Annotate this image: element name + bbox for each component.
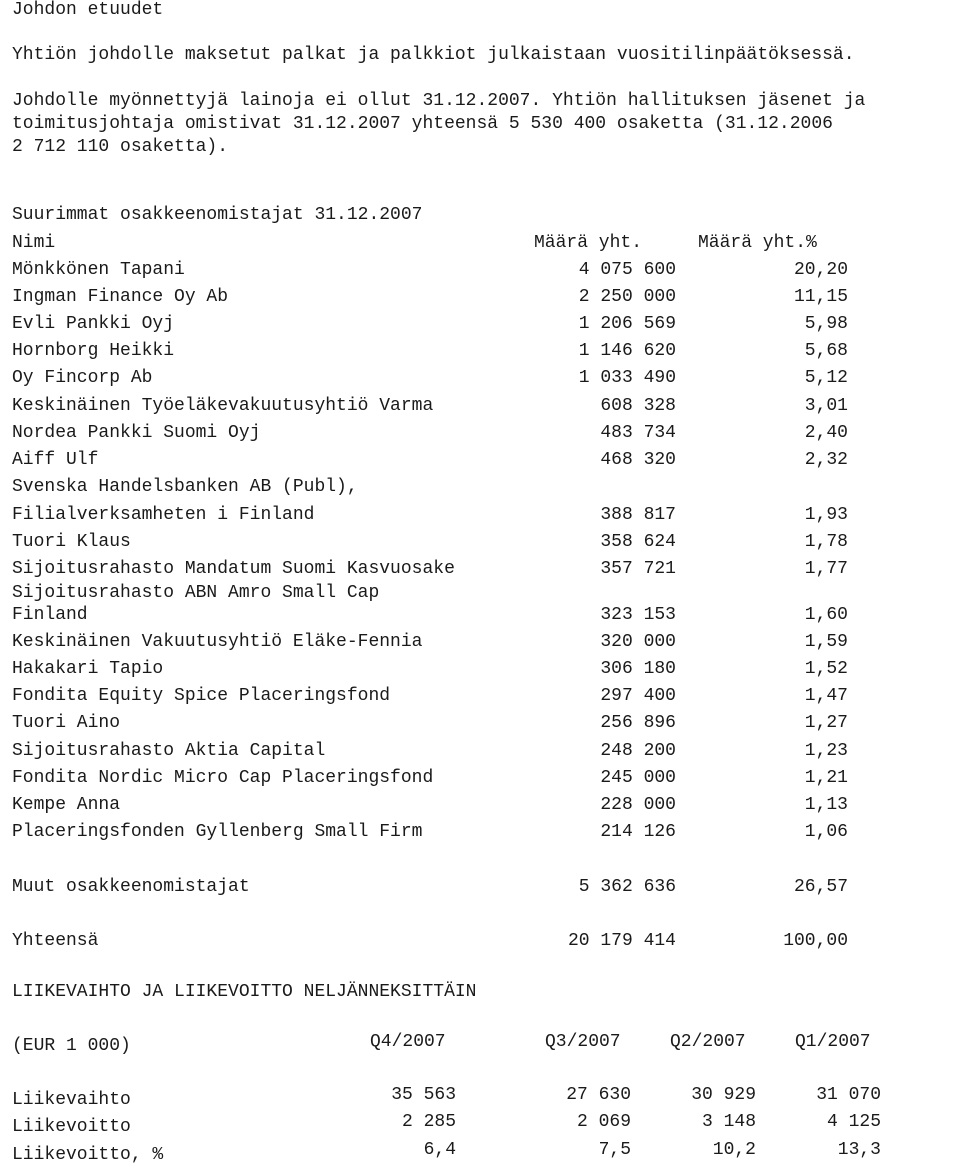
loans-paragraph-line: toimitusjohtaja omistivat 31.12.2007 yhteensä 5 530 400 osaketta (31.12.2006 <box>12 114 833 134</box>
shareholder-name: Evli Pankki Oyj <box>12 314 175 334</box>
quarterly-value: 35 563 <box>391 1085 456 1105</box>
column-header-name: Nimi <box>12 233 56 253</box>
shareholder-percent: 5,68 <box>804 341 848 361</box>
shareholder-amount: 357 721 <box>600 559 676 579</box>
total-name: Yhteensä <box>12 931 99 951</box>
shareholder-percent: 1,21 <box>804 768 848 788</box>
shareholder-percent: 1,23 <box>804 741 848 761</box>
shareholder-percent: 5,12 <box>804 368 848 388</box>
quarterly-value: 13,3 <box>837 1140 881 1160</box>
shareholder-name: Oy Fincorp Ab <box>12 368 153 388</box>
shareholder-percent: 3,01 <box>804 396 848 416</box>
quarterly-value: 27 630 <box>566 1085 631 1105</box>
shareholders-title: Suurimmat osakkeenomistajat 31.12.2007 <box>12 205 423 225</box>
shareholder-name: Keskinäinen Vakuutusyhtiö Eläke-Fennia <box>12 632 423 652</box>
column-header-percent: Määrä yht.% <box>698 233 817 253</box>
shareholder-name: Hornborg Heikki <box>12 341 175 361</box>
shareholder-percent: 20,20 <box>793 260 848 280</box>
shareholder-name: Tuori Klaus <box>12 532 131 552</box>
shareholder-percent: 11,15 <box>793 287 848 307</box>
quarterly-unit: (EUR 1 000) <box>12 1036 131 1056</box>
quarter-header: Q2/2007 <box>670 1032 746 1052</box>
total-amount: 20 179 414 <box>567 931 676 951</box>
shareholder-name: Kempe Anna <box>12 795 121 815</box>
shareholder-name: Sijoitusrahasto Mandatum Suomi Kasvuosake <box>12 559 455 579</box>
shareholder-percent: 2,40 <box>804 423 848 443</box>
shareholder-percent: 1,52 <box>804 659 848 679</box>
quarterly-value: 31 070 <box>816 1085 881 1105</box>
shareholder-amount: 2 250 000 <box>578 287 676 307</box>
shareholder-amount: 320 000 <box>600 632 676 652</box>
shareholder-name: Fondita Equity Spice Placeringsfond <box>12 686 391 706</box>
shareholder-percent: 1,27 <box>804 713 848 733</box>
quarterly-value: 7,5 <box>598 1140 631 1160</box>
shareholder-name: Placeringsfonden Gyllenberg Small Firm <box>12 822 423 842</box>
shareholder-name: Nordea Pankki Suomi Oyj <box>12 423 261 443</box>
shareholder-name: Svenska Handelsbanken AB (Publ), <box>12 477 358 497</box>
shareholder-percent: 1,78 <box>804 532 848 552</box>
shareholder-name: Aiff Ulf <box>12 450 99 470</box>
others-percent: 26,57 <box>793 877 848 897</box>
quarterly-value: 10,2 <box>712 1140 756 1160</box>
shareholder-amount: 323 153 <box>600 605 676 625</box>
shareholder-name: Mönkkönen Tapani <box>12 260 185 280</box>
others-amount: 5 362 636 <box>578 877 676 897</box>
loans-paragraph-line: Johdolle myönnettyjä lainoja ei ollut 31.12.2007. Yhtiön hallituksen jäsenet ja <box>12 91 866 111</box>
shareholder-amount: 1 146 620 <box>578 341 676 361</box>
shareholder-percent: 1,13 <box>804 795 848 815</box>
shareholder-name: Keskinäinen Työeläkevakuutusyhtiö Varma <box>12 396 434 416</box>
shareholder-percent: 2,32 <box>804 450 848 470</box>
total-percent: 100,00 <box>783 931 848 951</box>
shareholder-name: Ingman Finance Oy Ab <box>12 287 229 307</box>
quarterly-value: 2 285 <box>401 1112 456 1132</box>
shareholder-name: Sijoitusrahasto ABN Amro Small Cap <box>12 583 380 603</box>
quarter-header: Q1/2007 <box>795 1032 871 1052</box>
loans-paragraph-line: 2 712 110 osaketta). <box>12 137 229 157</box>
shareholder-amount: 297 400 <box>600 686 676 706</box>
section-heading: Johdon etuudet <box>12 0 164 20</box>
shareholder-amount: 256 896 <box>600 713 676 733</box>
shareholder-amount: 1 206 569 <box>578 314 676 334</box>
shareholder-percent: 1,59 <box>804 632 848 652</box>
shareholder-amount: 608 328 <box>600 396 676 416</box>
quarterly-title: LIIKEVAIHTO JA LIIKEVOITTO NELJÄNNEKSITTÄIN <box>12 982 477 1002</box>
quarterly-row-label: Liikevoitto <box>12 1117 131 1137</box>
column-header-amount: Määrä yht. <box>534 233 643 253</box>
shareholder-amount: 4 075 600 <box>578 260 676 280</box>
shareholder-amount: 248 200 <box>600 741 676 761</box>
shareholder-amount: 228 000 <box>600 795 676 815</box>
shareholder-amount: 306 180 <box>600 659 676 679</box>
shareholder-amount: 468 320 <box>600 450 676 470</box>
quarterly-value: 2 069 <box>576 1112 631 1132</box>
shareholder-name-continued: Finland <box>12 605 88 625</box>
quarterly-value: 30 929 <box>691 1085 756 1105</box>
quarterly-value: 3 148 <box>701 1112 756 1132</box>
shareholder-percent: 1,60 <box>804 605 848 625</box>
shareholder-percent: 1,47 <box>804 686 848 706</box>
shareholder-amount: 358 624 <box>600 532 676 552</box>
shareholder-amount: 388 817 <box>600 505 676 525</box>
shareholder-percent: 1,93 <box>804 505 848 525</box>
shareholder-amount: 1 033 490 <box>578 368 676 388</box>
shareholder-name: Hakakari Tapio <box>12 659 164 679</box>
shareholder-amount: 483 734 <box>600 423 676 443</box>
shareholder-amount: 245 000 <box>600 768 676 788</box>
quarterly-value: 6,4 <box>423 1140 456 1160</box>
shareholder-percent: 5,98 <box>804 314 848 334</box>
shareholder-percent: 1,06 <box>804 822 848 842</box>
quarter-header: Q3/2007 <box>545 1032 621 1052</box>
shareholder-name: Fondita Nordic Micro Cap Placeringsfond <box>12 768 434 788</box>
others-name: Muut osakkeenomistajat <box>12 877 250 897</box>
shareholder-name: Tuori Aino <box>12 713 121 733</box>
shareholder-percent: 1,77 <box>804 559 848 579</box>
quarterly-value: 4 125 <box>826 1112 881 1132</box>
quarterly-row-label: Liikevaihto <box>12 1090 131 1110</box>
quarterly-row-label: Liikevoitto, % <box>12 1145 164 1165</box>
intro-paragraph: Yhtiön johdolle maksetut palkat ja palkkiot julkaistaan vuositilinpäätöksessä. <box>12 45 855 65</box>
quarter-header: Q4/2007 <box>370 1032 446 1052</box>
shareholder-amount: 214 126 <box>600 822 676 842</box>
shareholder-name: Sijoitusrahasto Aktia Capital <box>12 741 326 761</box>
shareholder-name-continued: Filialverksamheten i Finland <box>12 505 315 525</box>
